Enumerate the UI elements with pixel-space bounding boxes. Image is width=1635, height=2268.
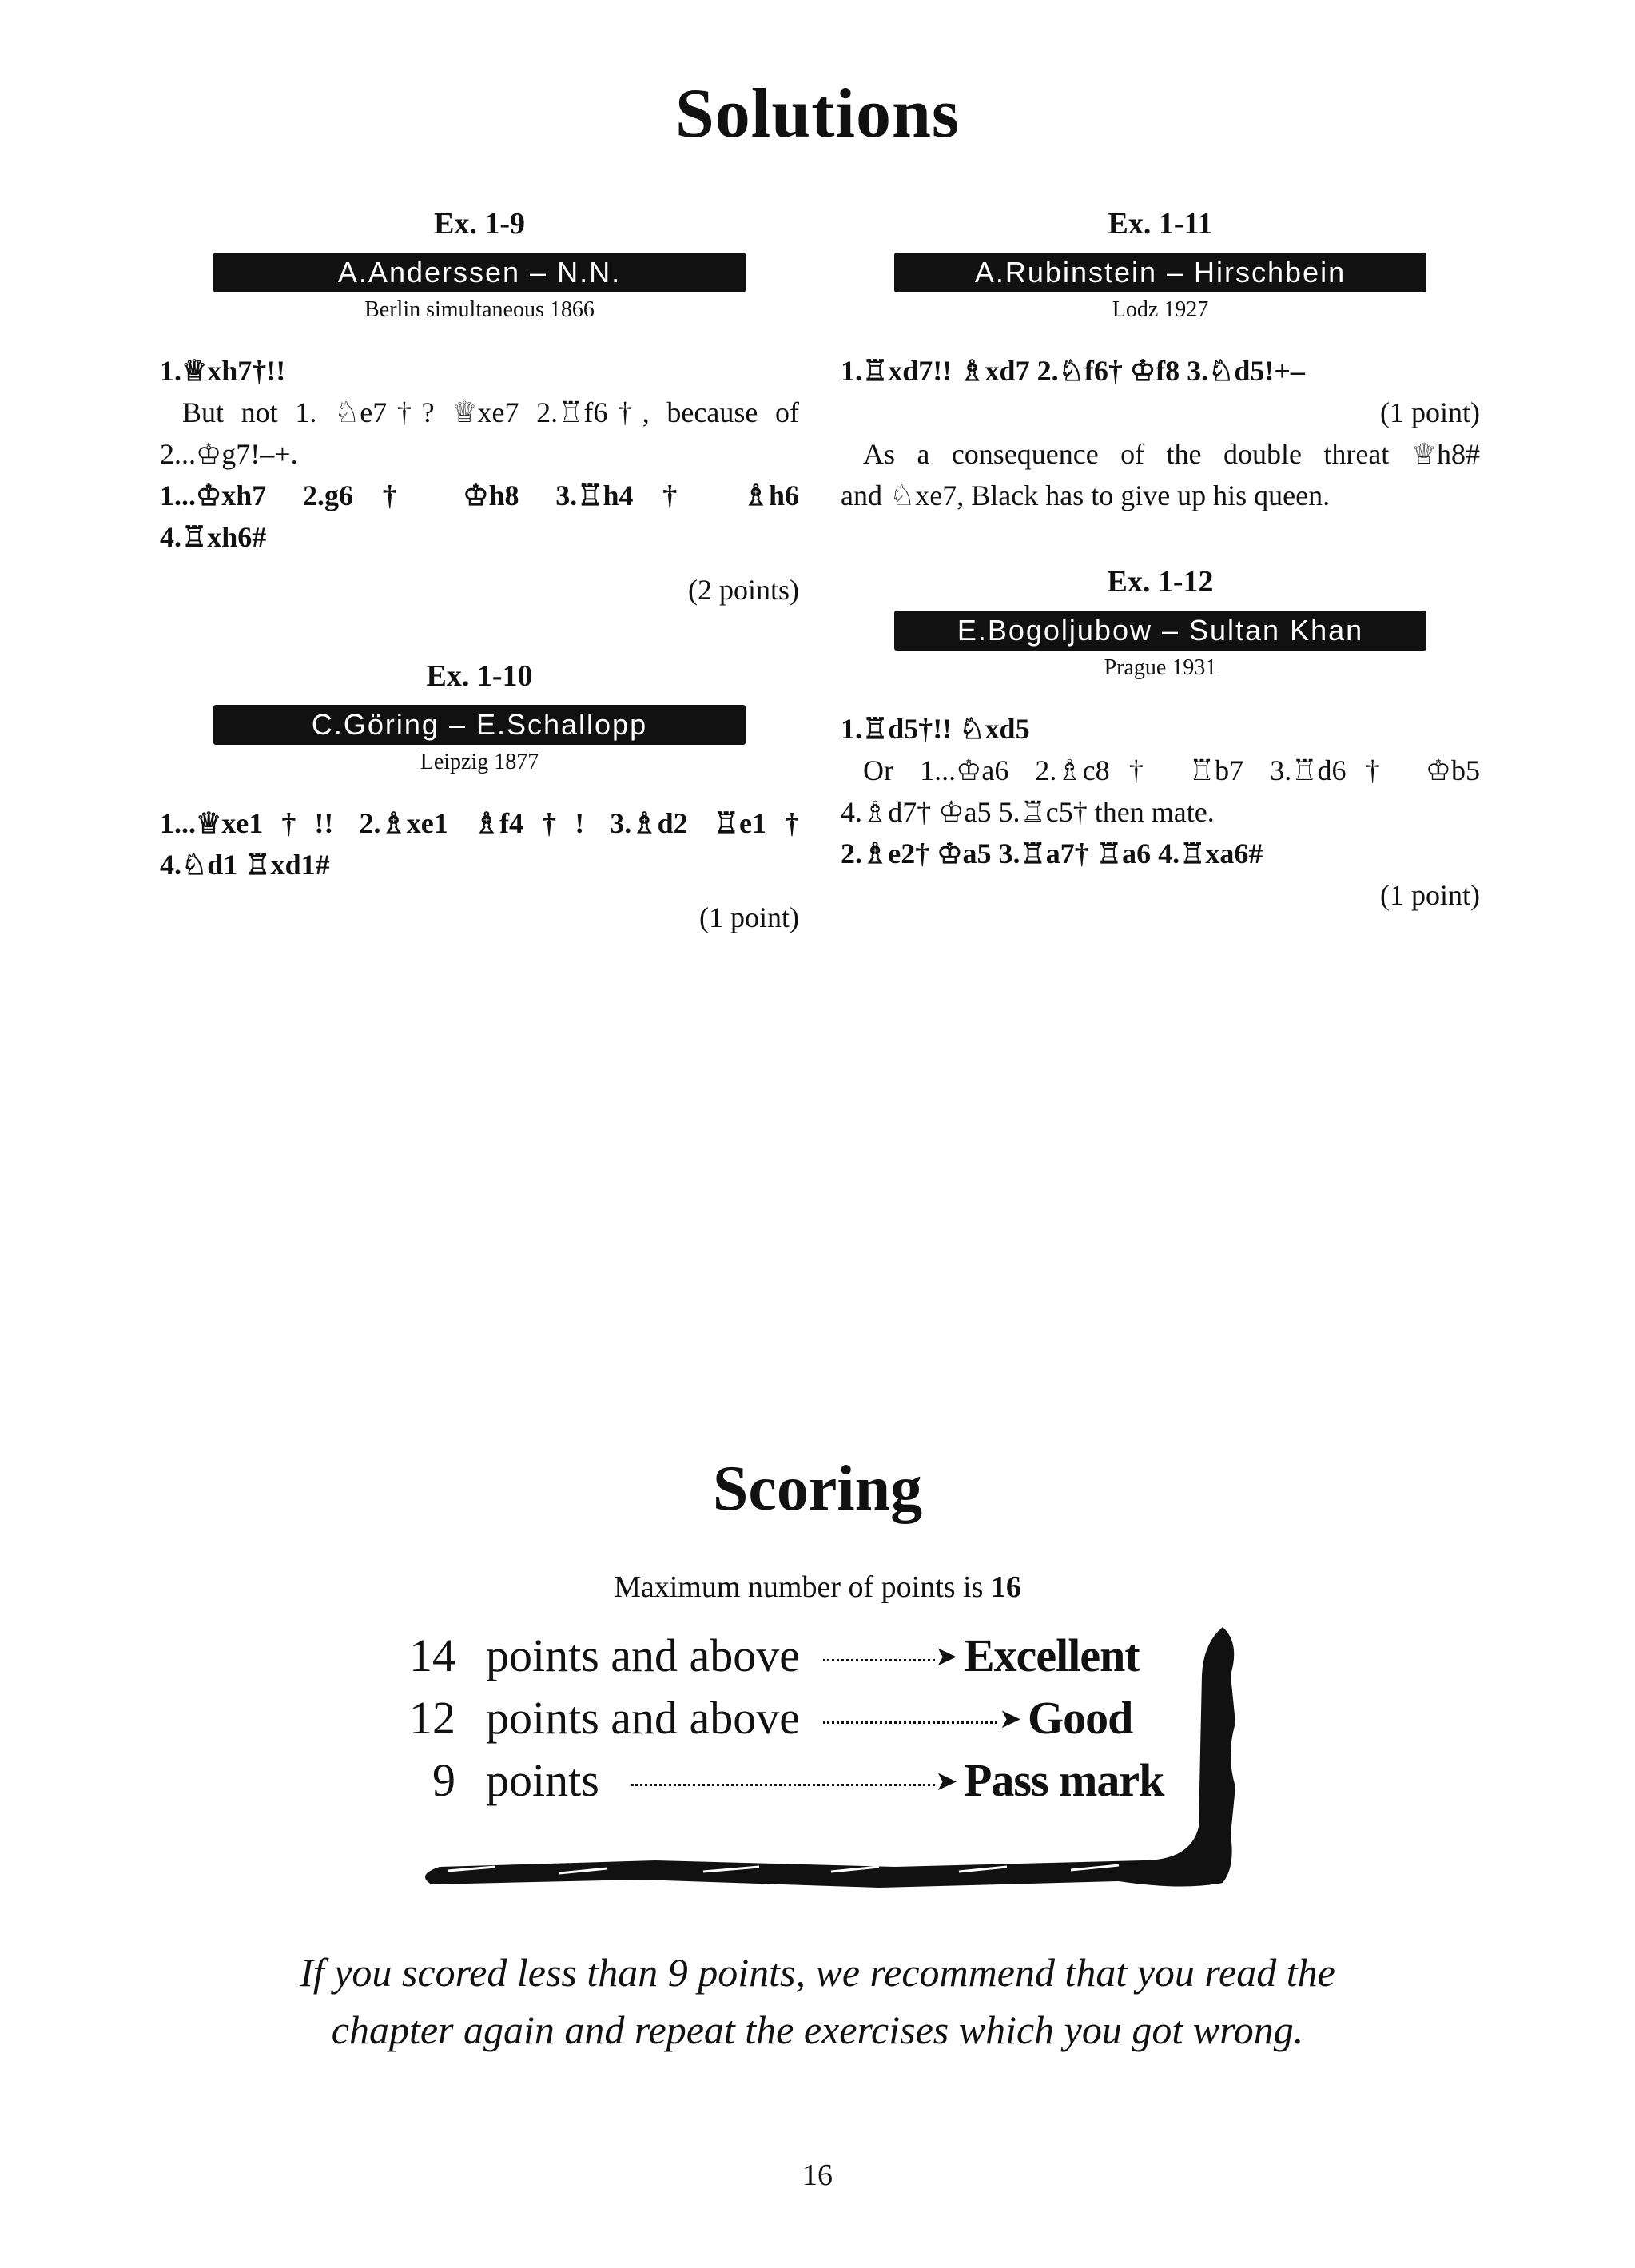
exercise-1-11 (841, 206, 1480, 516)
score-row (400, 1689, 1167, 1747)
max-points-text: Maximum number of points is (614, 1570, 984, 1604)
footer-recommendation (0, 1944, 1635, 2059)
score-label: points and above (486, 1692, 801, 1744)
max-points-value: 16 (990, 1570, 1021, 1604)
score-row (400, 1627, 1167, 1685)
move-line: 4.♖xh6# (160, 521, 267, 553)
game-players-banner: C.Göring – E.Schallopp (213, 705, 746, 745)
game-venue: Berlin simultaneous 1866 (364, 297, 595, 322)
game-venue: Lodz 1927 (1112, 297, 1209, 322)
scoring-table (400, 1627, 1279, 1899)
arrow-right-icon: ➤ (935, 1642, 958, 1672)
score-points: 12 (409, 1692, 455, 1744)
right-column (841, 206, 1480, 964)
exercise-1-9 (160, 206, 799, 611)
game-venue: Prague 1931 (1104, 655, 1217, 680)
left-column (160, 206, 799, 986)
game-players-banner: A.Anderssen – N.N. (213, 253, 746, 292)
arrow-right-icon: ➤ (935, 1767, 958, 1796)
move-line: 4.♘d1 ♖xd1# (160, 849, 330, 881)
comment-line: 4.♗d7† ♔a5 5.♖c5† then mate. (841, 796, 1215, 828)
score-points: 14 (409, 1629, 455, 1681)
score-row (400, 1752, 1167, 1809)
comment-line: and ♘xe7, Black has to give up his queen. (841, 479, 1331, 511)
arrow-right-icon: ➤ (999, 1705, 1022, 1734)
points-value: (1 point) (1380, 396, 1480, 428)
exercise-1-12 (841, 564, 1480, 916)
max-points-line (0, 1570, 1635, 1605)
comment-line: 2...♔g7!–+. (160, 438, 298, 470)
score-leader (823, 1721, 997, 1724)
game-players-banner: E.Bogoljubow – Sultan Khan (894, 611, 1426, 651)
score-grade: Excellent (964, 1629, 1140, 1681)
exercise-label: Ex. 1-9 (434, 207, 525, 241)
move-line: 1.♖d5†!! ♘xd5 (841, 713, 1030, 745)
score-grade: Good (1028, 1692, 1133, 1744)
score-label: points and above (486, 1629, 801, 1681)
exercise-1-10 (160, 659, 799, 938)
page-title: Solutions (674, 75, 961, 153)
score-label: points (486, 1754, 599, 1806)
score-grade: Pass mark (964, 1754, 1164, 1806)
points-value: (2 points) (688, 574, 799, 606)
footer-line: If you scored less than 9 points, we recommend that you read the (300, 1950, 1335, 1995)
footer-line: chapter again and repeat the exercises which you got wrong. (331, 2007, 1304, 2052)
score-leader (631, 1784, 935, 1786)
comment-line: As a consequence of the double threat ♕h8# (863, 438, 1480, 470)
points-value: (1 point) (1380, 879, 1480, 911)
game-players-banner: A.Rubinstein – Hirschbein (894, 253, 1426, 292)
move-line: 2.♗e2† ♔a5 3.♖a7† ♖a6 4.♖xa6# (841, 838, 1263, 869)
points-value: (1 point) (699, 901, 799, 933)
comment-line: Or 1...♔a6 2.♗c8† ♖b7 3.♖d6† ♔b5 (863, 754, 1480, 786)
game-venue: Leipzig 1877 (420, 750, 539, 774)
exercise-label: Ex. 1-10 (426, 659, 533, 693)
score-points: 9 (432, 1754, 455, 1806)
comment-line: But not 1. ♘e7†? ♕xe7 2.♖f6†, because of (182, 396, 799, 428)
move-line: 1...♔xh7 2.g6† ♔h8 3.♖h4† ♗h6 (160, 479, 799, 511)
move-line: 1.♖xd7!! ♗xd7 2.♘f6† ♔f8 3.♘d5!+– (841, 355, 1305, 387)
exercise-label: Ex. 1-11 (1108, 207, 1213, 241)
page-number: 16 (802, 2159, 833, 2192)
score-leader (823, 1659, 935, 1661)
scoring-title: Scoring (712, 1454, 923, 1524)
move-line: 1...♕xe1†!! 2.♗xe1 ♗f4†! 3.♗d2 ♖e1† (160, 807, 799, 839)
move-line: 1.♕xh7†!! (160, 355, 286, 387)
exercise-label: Ex. 1-12 (1107, 565, 1214, 599)
